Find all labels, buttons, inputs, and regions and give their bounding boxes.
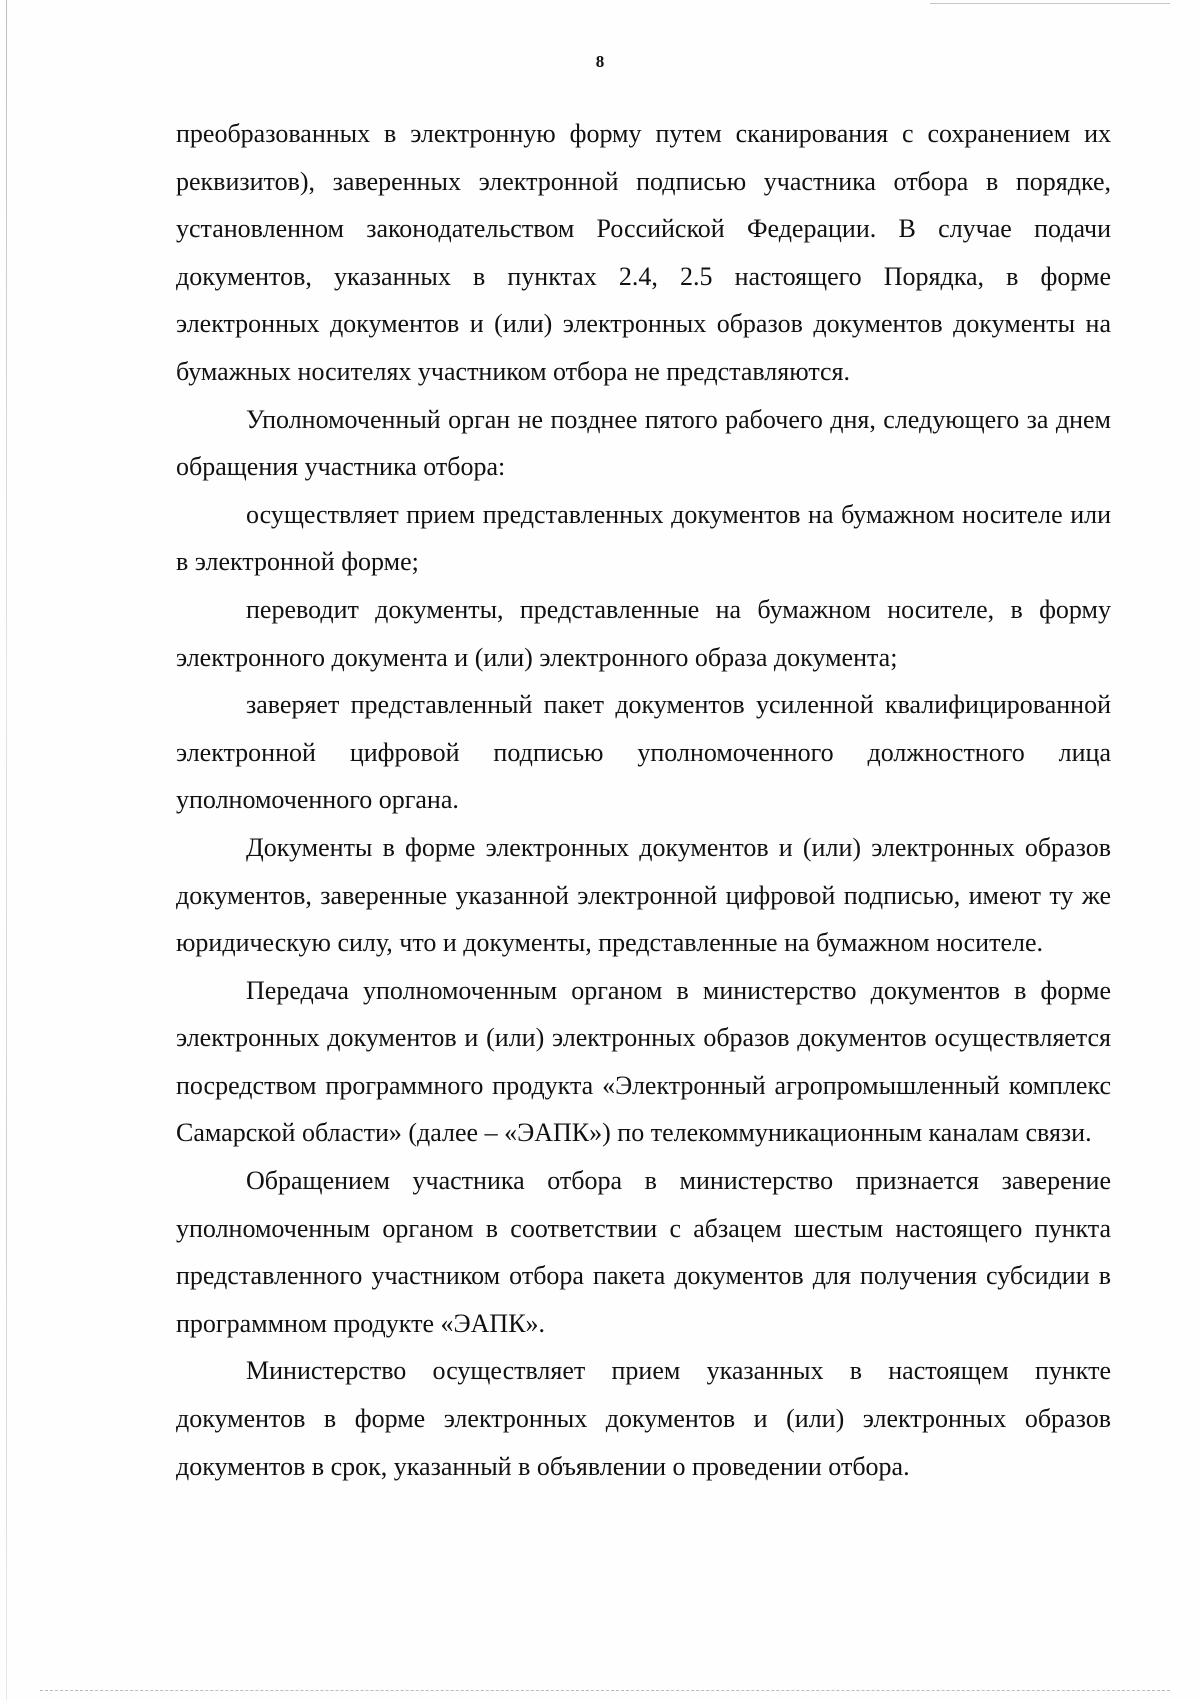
document-body — [176, 110, 1111, 1490]
scan-top-edge — [930, 3, 1170, 4]
paragraph-legal-force: Документы в форме электронных документов и (или) электронных образов документов, заверенные указанной электронной цифровой подписью, имеют ту же юридическую силу, что и документы, представленные на бумажном носителе. — [176, 832, 1111, 958]
page-number: 8 — [595, 52, 605, 71]
paragraph-ministry-acceptance: Министерство осуществляет прием указанных в настоящем пункте документов в форме электронных документов и (или) электронных образов документов в срок, указанный в объявлении о проведении отбора. — [176, 1356, 1111, 1481]
paragraph-application-recognition: Обращением участника отбора в министерство признается заверение уполномоченным органом в соответствии с абзацем шестым настоящего пункта представленного участником отбора пакета документов для получения субсидии в программном продукте «ЭАПК». — [176, 1166, 1111, 1338]
paragraph-accepts-documents: осуществляет прием представленных документов на бумажном носителе или в электронной форме; — [176, 499, 1111, 577]
paragraph-transfer-to-ministry: Передача уполномоченным органом в министерство документов в форме электронных документов и (или) электронных образов документов осуществляется посредством программного продукта «Электронный агропромышленный комплекс Самарской области» (далее – «ЭАПК») по телекоммуникационным каналам связи. — [176, 975, 1111, 1148]
scan-left-edge — [6, 0, 7, 1700]
paragraph-continuation: преобразованных в электронную форму путем сканирования с сохранением их реквизитов), заверенных электронной подписью участника отбора в порядке, установленном законодательством Российской Федерации. В случае подачи документов, указанных в пунктах 2.4, 2.5 настоящего Порядка, в форме электронных документов и (или) электронных образов документов документы на бумажных носителях участником отбора не представляются. — [176, 119, 1111, 386]
scan-bottom-edge — [40, 1690, 1170, 1692]
paragraph-certifies-package: заверяет представленный пакет документов усиленной квалифицированной электронной цифровой подписью уполномоченного должностного лица уполномоченного органа. — [176, 690, 1111, 815]
paragraph-converts-documents: переводит документы, представленные на бумажном носителе, в форму электронного документа и (или) электронного образа документа; — [176, 594, 1111, 672]
paragraph-authorized-body-deadline: Уполномоченный орган не позднее пятого рабочего дня, следующего за днем обращения участника отбора: — [176, 404, 1111, 482]
